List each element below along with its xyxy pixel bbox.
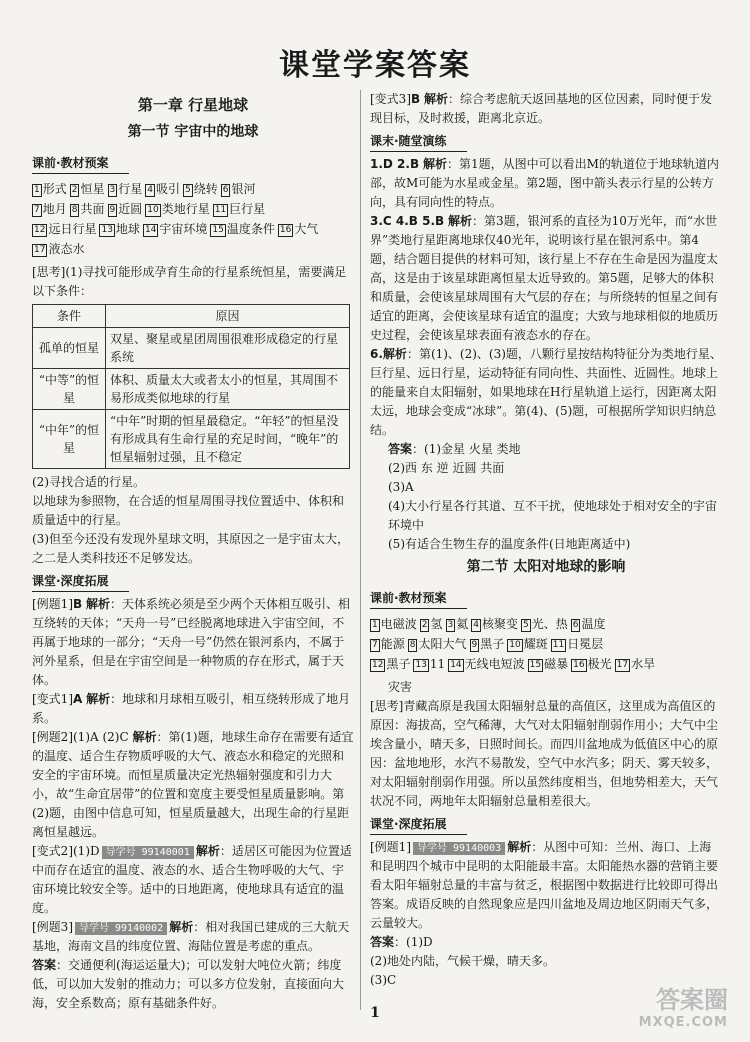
table-cell: 孤单的恒星 xyxy=(33,328,106,369)
item-number: 3 xyxy=(109,185,116,195)
item-number: 15 xyxy=(212,225,224,235)
page-number: 1 xyxy=(370,1005,380,1021)
question-1-2: 1.D 2.B 解析：第1题，从图中可以看出M的轨道位于地球轨道内部，故M可能为水星或金星。第2题，图中箭头表示行星的公转方向，具有同向性的特点。 xyxy=(370,157,719,209)
answer-item xyxy=(221,179,256,199)
item-number: 13 xyxy=(415,660,427,670)
table-header-cell: 条件 xyxy=(33,305,106,328)
answer-row xyxy=(32,219,354,239)
question-6-answer: (4)大小行星各行其道、互不干扰，使地球处于相对安全的宇宙环境中 xyxy=(388,499,718,532)
item-number: 2 xyxy=(421,620,428,630)
answer-item xyxy=(615,654,655,674)
table-row xyxy=(33,410,350,469)
item-text: 地月 xyxy=(42,202,67,216)
after-class-header: 课末·随堂演练 xyxy=(370,132,467,152)
grid-tail-text: 灾害 xyxy=(388,680,413,694)
in-class-header: 课堂·深度拓展 xyxy=(32,572,129,592)
answer-item xyxy=(32,179,67,199)
item-text: 11 xyxy=(429,657,446,671)
answer-item xyxy=(108,199,143,219)
item-text: 氦 xyxy=(456,617,469,631)
answer-item xyxy=(70,199,105,219)
item-number: 17 xyxy=(34,245,46,255)
think-paragraph-5: [思考]青藏高原是我国太阳辐射总量的高值区，这里成为高值区的原因：海拔高，空气稀薄，大气对太阳辐射削弱作用小；大气中尘埃含量小，晴天多，日照时间长。而四川盆地成为低值区中心的原因：盆地地形，水汽不易散发，空气中水汽多；阴天、雾天较多，对太阳辐射削弱作用强。所以虽然纬度相当，但地势相差大，天气状况不同，两地年太阳辐射总量相差很大。 xyxy=(370,699,719,808)
question-6: 6.解析：第(1)、(2)、(3)题，八颗行星按结构特征分为类地行星、巨行星、远日行星，运动特征有同向性、共面性、近圆性。地球上的能量来自太阳辐射，如果地球在H行星轨道上运行，因距离太阳太远，地球会变成“冰球”。第(4)、(5)题，可根据所学知识归纳总结。 xyxy=(370,347,722,437)
item-text: 光、热 xyxy=(531,617,568,631)
item-number: 1 xyxy=(372,620,378,630)
item-number: 16 xyxy=(573,660,585,670)
question-6-answer: (2)西 东 逆 近圆 共面 xyxy=(388,461,505,475)
think-paragraph-3: 以地球为参照物，在合适的恒星周围寻找位置适中、体积和质量适中的行星。 xyxy=(32,494,345,527)
pre-class-answers-2 xyxy=(370,614,722,674)
example-3-answer: 答案：交通便利(海运运量大)；可以发射大吨位火箭；纬度低，可以加大发射的推动力；可以多方位发射，直接面向大海，安全系数高；原有基础条件好。 xyxy=(32,958,345,1010)
example-2-1-answer: (3)C xyxy=(370,973,397,987)
answer-item xyxy=(413,654,445,674)
question-6-answer: 答案：(1)金星 火星 类地 xyxy=(388,442,521,456)
item-text: 形式 xyxy=(42,182,67,196)
in-class-header-2: 课堂·深度拓展 xyxy=(370,815,467,835)
item-number: 14 xyxy=(144,225,157,235)
table-row xyxy=(33,369,350,410)
answer-item xyxy=(143,219,207,239)
page-title: 课堂学案答案 xyxy=(279,48,471,83)
answer-item xyxy=(145,179,180,199)
item-text: 银河 xyxy=(231,182,256,196)
chapter-title: 第一章 行星地球 xyxy=(137,96,249,114)
answer-row xyxy=(370,654,722,674)
example-2-1-answer: 答案：(1)D xyxy=(370,935,433,949)
watermark-logo: 答案圈 MXQE.COM xyxy=(638,986,728,1030)
item-text: 极光 xyxy=(587,657,612,671)
item-number: 17 xyxy=(616,660,629,670)
item-text: 能源 xyxy=(380,637,405,651)
item-number: 3 xyxy=(447,620,454,630)
item-number: 12 xyxy=(34,225,46,235)
item-text: 黑子 xyxy=(386,657,411,671)
item-text: 巨行星 xyxy=(229,202,266,216)
example-2-1-answer: (2)地处内陆，气候干燥，晴天多。 xyxy=(370,954,555,968)
table-cell: 双星、聚星或星团周围很难形成稳定的行星系统 xyxy=(106,328,350,369)
answer-row xyxy=(370,614,722,634)
answer-item xyxy=(145,199,209,219)
guide-number-badge: 导学号 99140001 xyxy=(102,846,194,859)
answer-item xyxy=(32,199,67,219)
question-6-answer: (3)A xyxy=(388,480,414,494)
answer-item xyxy=(183,179,218,199)
left-column xyxy=(32,90,354,1013)
section-title-2: 第二节 太阳对地球的影响 xyxy=(466,559,626,575)
column-divider xyxy=(360,90,361,1010)
item-number: 10 xyxy=(509,640,521,650)
answer-item xyxy=(210,219,274,239)
item-number: 5 xyxy=(523,620,529,630)
item-number: 13 xyxy=(101,225,113,235)
think-paragraph-1: [思考](1)寻找可能形成孕育生命的行星系统恒星，需要满足以下条件： xyxy=(32,265,347,298)
table-header-row xyxy=(33,305,350,328)
item-number: 7 xyxy=(372,640,378,650)
answer-item xyxy=(32,219,96,239)
item-number: 4 xyxy=(473,620,479,630)
item-text: 吸引 xyxy=(155,182,180,196)
answer-item xyxy=(420,614,443,634)
item-text: 行星 xyxy=(118,182,143,196)
answer-item xyxy=(448,654,524,674)
answer-item xyxy=(370,614,417,634)
item-text: 宇宙环境 xyxy=(159,222,208,236)
item-number: 8 xyxy=(409,640,416,650)
example-2: [例题2](1)A (2)C 解析：第(1)题，地球生命存在需要有适宜的温度、适合生存物质呼吸的大气、液态水和稳定的光照和安全的宇宙环境。而恒星质量决定光热辐射强度和引力大小，故“生命宜居带”的位置和宽度主要受恒星质量影响。第(2)题，由图中信息可知，恒星质量越大，出现生命的行星距离恒星越远。 xyxy=(32,730,354,839)
variant-1: [变式1]A 解析：地球和月球相互吸引，相互绕转形成了地月系。 xyxy=(32,692,351,725)
item-number: 1 xyxy=(34,185,40,195)
item-number: 7 xyxy=(34,205,40,215)
answer-item xyxy=(507,634,547,654)
item-text: 水旱 xyxy=(631,657,656,671)
item-number: 6 xyxy=(572,620,579,630)
example-3: [例题3] 导学号 99140002 解析：相对我国已建成的三大航天基地，海南文昌的纬度位置、海陆位置是考虑的重点。 xyxy=(32,920,350,953)
star-conditions-table xyxy=(32,304,350,469)
table-cell: “中年”时期的恒星最稳定。“年轻”的恒星没有形成具有生命行星的充足时间，“晚年”的恒星辐射过强，且不稳定 xyxy=(106,410,350,469)
item-number: 14 xyxy=(450,660,462,670)
item-text: 电磁波 xyxy=(380,617,417,631)
answer-item xyxy=(521,614,568,634)
answer-item xyxy=(408,634,467,654)
item-number: 10 xyxy=(147,205,159,215)
item-text: 温度条件 xyxy=(226,222,275,236)
answer-row xyxy=(32,179,354,199)
item-text: 近圆 xyxy=(118,202,143,216)
item-text: 地球 xyxy=(115,222,140,236)
pre-class-answers xyxy=(32,179,354,259)
item-text: 磁暴 xyxy=(544,657,569,671)
answer-item xyxy=(99,219,139,239)
item-text: 类地行星 xyxy=(161,202,210,216)
item-number: 2 xyxy=(71,185,78,195)
answer-item xyxy=(571,654,611,674)
table-cell: 体积、质量太大或者太小的恒星，其周围不易形成类似地球的行星 xyxy=(106,369,350,410)
guide-number-badge: 导学号 99140002 xyxy=(75,922,167,935)
example-2-1: [例题1] 导学号 99140003 解析：从图中可知：兰州、海口、上海和昆明四个城市中昆明的太阳能最丰富。太阳能热水器的营销主要看太阳年辐射总量的丰富与贫乏，根据图中数据进行比较即可得出答案。成语反映的自然现象应是四川盆地及周边地区阴雨天气多，云量较大。 xyxy=(370,840,719,930)
item-text: 日冕层 xyxy=(567,637,604,651)
question-6-answer: (5)有适合生物生存的温度条件(日地距离适中) xyxy=(388,537,631,551)
think-paragraph-2: (2)寻找合适的行星。 xyxy=(32,475,145,489)
right-column xyxy=(370,90,722,990)
item-text: 无线电短波 xyxy=(464,657,525,671)
guide-number-badge: 导学号 99140003 xyxy=(413,842,505,855)
answer-item xyxy=(551,634,603,654)
item-number: 4 xyxy=(147,185,153,195)
pre-class-header-2: 课前·教材预案 xyxy=(370,589,467,609)
item-number: 15 xyxy=(529,660,542,670)
answer-item xyxy=(370,634,405,654)
item-text: 绕转 xyxy=(193,182,218,196)
answer-item xyxy=(370,654,410,674)
answer-item xyxy=(32,239,84,259)
variant-2: [变式2](1)D 导学号 99140001 解析：适居区可能因为位置适中而存在适宜的温度、液态的水、适合生物呼吸的大气、宇宙环境比较安全等。适中的日地距离，使地球具有适宜的温度。 xyxy=(32,844,352,915)
item-number: 9 xyxy=(471,640,478,650)
item-text: 液态水 xyxy=(48,242,85,256)
item-number: 9 xyxy=(109,205,116,215)
table-cell: “中年”的恒星 xyxy=(33,410,106,469)
answer-item xyxy=(528,654,568,674)
question-3-5: 3.C 4.B 5.B 解析：第3题，银河系的直径为10万光年，而“水世界”类地行星距离地球仅40光年，说明该行星在银河系中。第4题，结合题目提供的材料可知，该行星上不存在生命是因为温度太高，这是由于该星球距离恒星太近导致的。第5题，足够大的体积和质量，会使该星球周围有大气层的存在；与所绕转的恒星之间有适宜的距离，会使该星球有适宜的温度；大致与地球相似的地质历史过程，会使该星球表面有液态水的存在。 xyxy=(370,214,719,342)
answer-item xyxy=(108,179,143,199)
variant-3: [变式3]B 解析：综合考虑航天返回基地的区位因素，同时便于发现目标，及时救援，距离北京近。 xyxy=(370,92,713,125)
answer-item xyxy=(213,199,265,219)
item-text: 太阳大气 xyxy=(418,637,467,651)
item-text: 恒星 xyxy=(80,182,105,196)
item-number: 11 xyxy=(214,205,227,215)
item-text: 远日行星 xyxy=(48,222,97,236)
item-number: 11 xyxy=(552,640,565,650)
answer-row xyxy=(32,239,354,259)
answer-item xyxy=(471,614,518,634)
item-text: 核聚变 xyxy=(481,617,518,631)
item-text: 温度 xyxy=(581,617,606,631)
answer-item xyxy=(446,614,469,634)
item-text: 耀斑 xyxy=(523,637,548,651)
item-text: 氢 xyxy=(430,617,443,631)
answer-row xyxy=(370,634,722,654)
answer-row xyxy=(32,199,354,219)
table-header-cell: 原因 xyxy=(106,305,350,328)
think-paragraph-4: (3)但至今还没有发现外星球文明，其原因之一是宇宙太大，之二是人类科技还不足够发达。 xyxy=(32,532,350,565)
table-row xyxy=(33,328,350,369)
item-text: 共面 xyxy=(80,202,105,216)
item-number: 6 xyxy=(222,185,229,195)
example-1: [例题1]B 解析：天体系统必须是至少两个天体相互吸引、相互绕转的天体；“天舟一号”已经脱离地球进入宇宙空间，不再属于地球的一部分；“天舟一号”仍然在银河系内，不属于河外星系，但是在宇宙空间是一种物质的存在形式，属于天体。 xyxy=(32,597,351,687)
answer-item xyxy=(571,614,606,634)
table-cell: “中等”的恒星 xyxy=(33,369,106,410)
item-text: 大气 xyxy=(294,222,319,236)
item-number: 5 xyxy=(185,185,191,195)
item-number: 12 xyxy=(372,660,384,670)
section-title-1: 第一节 宇宙中的地球 xyxy=(127,124,259,140)
pre-class-header: 课前·教材预案 xyxy=(32,154,129,174)
answer-item xyxy=(70,179,105,199)
item-number: 16 xyxy=(279,225,292,235)
item-text: 黑子 xyxy=(480,637,505,651)
answer-item xyxy=(470,634,505,654)
answer-item xyxy=(278,219,318,239)
item-number: 8 xyxy=(71,205,78,215)
